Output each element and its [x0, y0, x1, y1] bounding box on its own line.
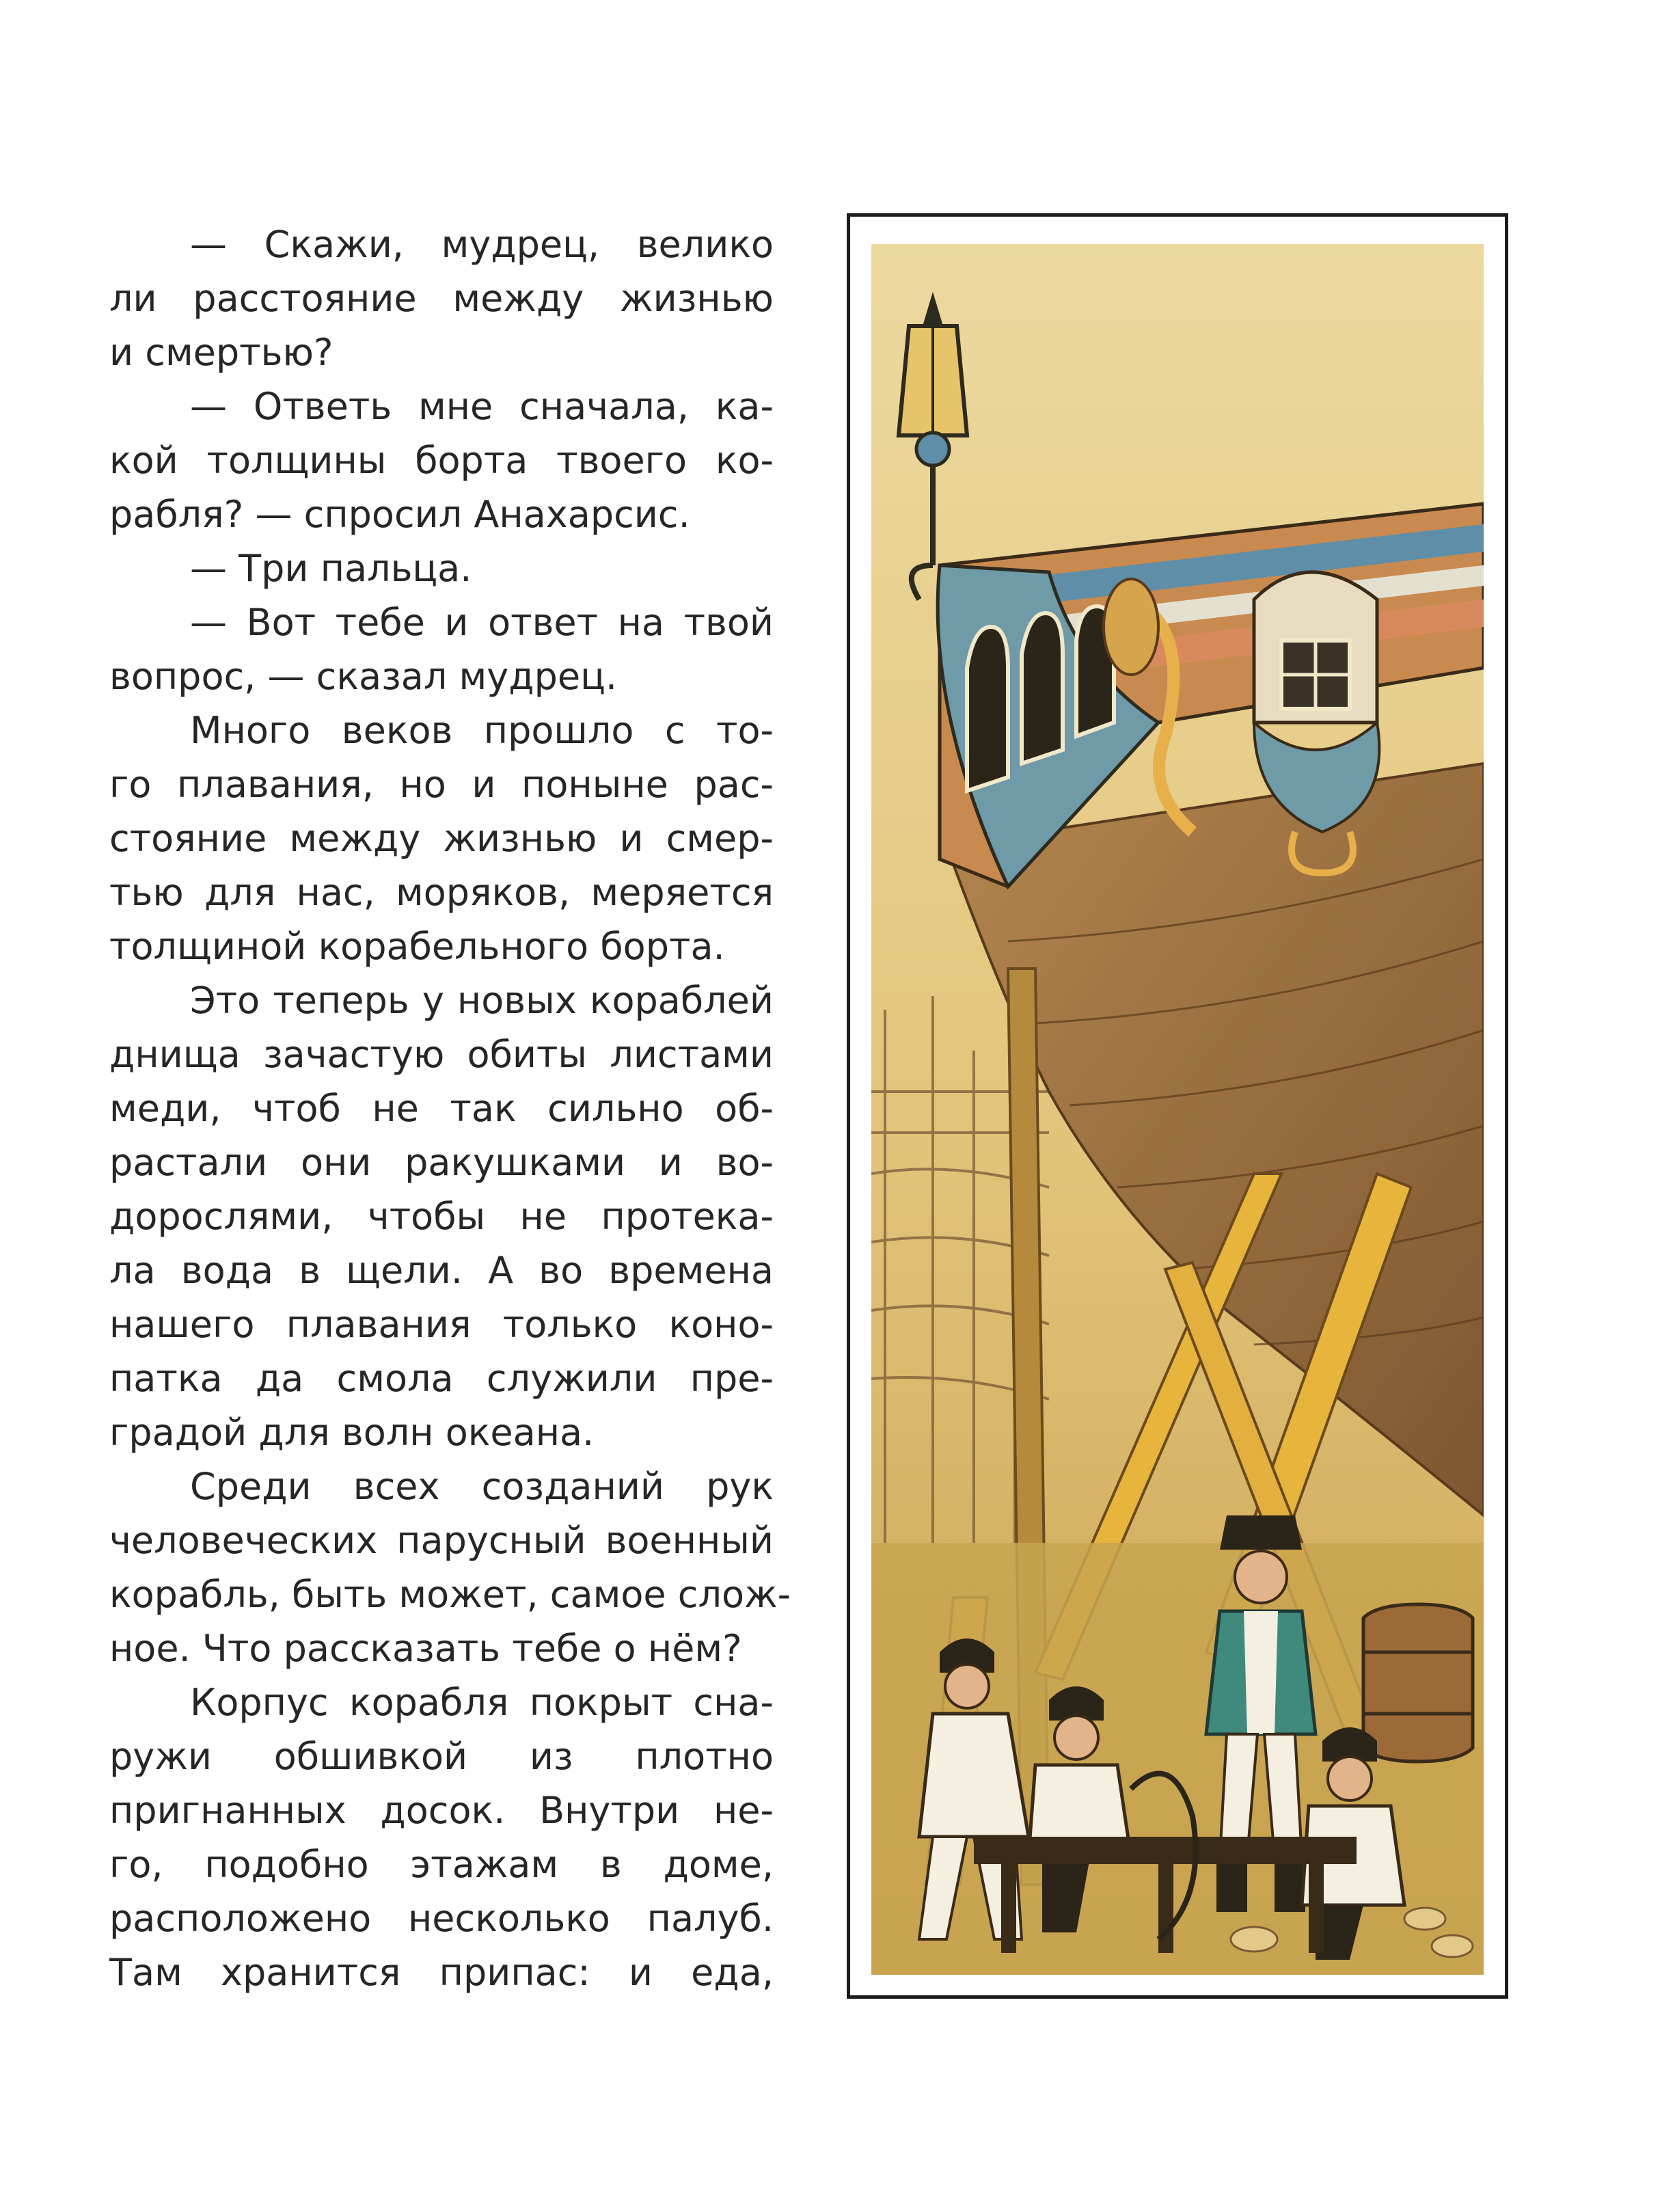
shipyard-illustration	[871, 244, 1484, 1975]
stern-figure	[1104, 579, 1158, 675]
text-line: — Ответь мне сначала, ка-	[190, 385, 774, 428]
text-line: Корпус корабля покрыт сна-	[190, 1681, 774, 1724]
text-line: ла вода в щели. А во времена	[109, 1249, 774, 1292]
text-line: го, подобно этажам в доме,	[109, 1843, 774, 1886]
text-line: Это теперь у новых кораблей	[190, 979, 774, 1022]
barrel	[1363, 1604, 1473, 1762]
text-line: — Скажи, мудрец, велико	[190, 223, 774, 266]
text-line: кой толщины борта твоего ко-	[109, 439, 774, 482]
text-line: — Три пальца.	[190, 547, 472, 590]
text-line: днища зачастую обиты листами	[109, 1033, 774, 1076]
text-line: пригнанных досок. Внутри не-	[109, 1789, 774, 1832]
text-line: нашего плавания только коно-	[109, 1303, 774, 1346]
text-line: патка да смола служили пре-	[109, 1357, 774, 1400]
text-line: и смертью?	[109, 331, 333, 374]
text-line: меди, чтоб не так сильно об-	[109, 1087, 774, 1130]
text-line: Там хранится припас: и еда,	[109, 1951, 774, 1994]
text-lines	[109, 217, 791, 1999]
text-line: человеческих парусный военный	[109, 1519, 774, 1562]
text-line: — Вот тебе и ответ на твой	[190, 601, 774, 644]
text-line: стояние между жизнью и смер-	[109, 817, 774, 860]
text-line: рабля? — спросил Анахарсис.	[109, 493, 690, 536]
text-line: дорослями, чтобы не протека-	[109, 1195, 774, 1238]
text-line: ное. Что рассказать тебе о нём?	[109, 1627, 742, 1670]
text-line: вопрос, — сказал мудрец.	[109, 655, 618, 698]
text-line: Много веков прошло с то-	[190, 709, 774, 752]
text-line: толщиной корабельного борта.	[109, 925, 725, 968]
text-line: ли расстояние между жизнью	[109, 277, 774, 320]
text-line: ружи обшивкой из плотно	[109, 1735, 774, 1778]
text-line: го плавания, но и поныне рас-	[109, 763, 774, 806]
text-line: градой для волн океана.	[109, 1411, 595, 1454]
text-line: расположено несколько палуб.	[109, 1897, 774, 1940]
text-line: тью для нас, моряков, меряется	[109, 871, 774, 914]
text-line: растали они ракушками и во-	[109, 1141, 774, 1184]
text-line: корабль, быть может, самое слож-	[109, 1573, 791, 1616]
body-text	[109, 217, 791, 1999]
illustration-frame	[847, 213, 1508, 1999]
text-line: Среди всех созданий рук	[190, 1465, 774, 1508]
